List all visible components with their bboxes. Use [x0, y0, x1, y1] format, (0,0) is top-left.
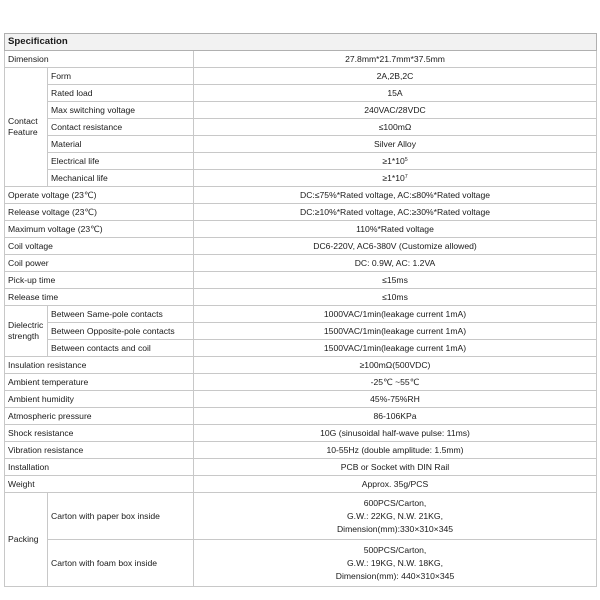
table-row — [5, 153, 597, 170]
value-line: G.W.: 22KG, N.W. 21KG, — [347, 510, 443, 521]
row-value: 1500VAC/1min(leakage current 1mA) — [194, 340, 597, 357]
row-value: DC: 0.9W, AC: 1.2VA — [194, 255, 597, 272]
row-value: 110%*Rated voltage — [194, 221, 597, 238]
row-value: DC:≤75%*Rated voltage, AC:≤80%*Rated voltage — [194, 187, 597, 204]
row-value: DC6-220V, AC6-380V (Customize allowed) — [194, 238, 597, 255]
row-label: Mechanical life — [48, 170, 194, 187]
specification-sheet — [4, 33, 596, 587]
row-label: Max switching voltage — [48, 102, 194, 119]
row-value: 10G (sinusoidal half-wave pulse: 11ms) — [194, 425, 597, 442]
table-row — [5, 255, 597, 272]
row-label: Coil voltage — [5, 238, 194, 255]
row-label: Between Opposite-pole contacts — [48, 323, 194, 340]
table-row — [5, 68, 597, 85]
row-value: 1000VAC/1min(leakage current 1mA) — [194, 306, 597, 323]
row-label: Dimension — [5, 51, 194, 68]
value-line: Dimension(mm):330×310×345 — [336, 523, 454, 534]
table-row — [5, 357, 597, 374]
row-label: Atmospheric pressure — [5, 408, 194, 425]
row-value — [194, 540, 597, 587]
table-row — [5, 374, 597, 391]
row-label: Weight — [5, 476, 194, 493]
row-label: Contact resistance — [48, 119, 194, 136]
row-value: ≤100mΩ — [194, 119, 597, 136]
table-row — [5, 187, 597, 204]
table-row — [5, 391, 597, 408]
row-label: Coil power — [5, 255, 194, 272]
value-exponent: 5 — [404, 157, 408, 163]
row-label: Between contacts and coil — [48, 340, 194, 357]
table-row — [5, 85, 597, 102]
row-value: 2A,2B,2C — [194, 68, 597, 85]
value-line: 600PCS/Carton, — [363, 497, 427, 508]
row-value: ≥100mΩ(500VDC) — [194, 357, 597, 374]
group-label: Dielectric strength — [5, 306, 48, 357]
value-line: G.W.: 19KG, N.W. 18KG, — [347, 557, 443, 568]
table-row — [5, 272, 597, 289]
row-label: Carton with paper box inside — [48, 493, 194, 540]
table-row — [5, 51, 597, 68]
group-label: Packing — [5, 493, 48, 587]
row-value: 240VAC/28VDC — [194, 102, 597, 119]
title-row — [5, 34, 597, 51]
row-label: Form — [48, 68, 194, 85]
row-value: Approx. 35g/PCS — [194, 476, 597, 493]
row-value: 15A — [194, 85, 597, 102]
row-label: Between Same-pole contacts — [48, 306, 194, 323]
row-label: Release time — [5, 289, 194, 306]
value-text: ≥1*10 — [382, 156, 405, 166]
row-value: 45%-75%RH — [194, 391, 597, 408]
table-row — [5, 306, 597, 323]
table-row — [5, 442, 597, 459]
row-value — [194, 170, 597, 187]
row-value — [194, 493, 597, 540]
table-row — [5, 540, 597, 587]
table-row — [5, 289, 597, 306]
row-value: 86-106KPa — [194, 408, 597, 425]
row-value: ≤15ms — [194, 272, 597, 289]
row-value: 10-55Hz (double amplitude: 1.5mm) — [194, 442, 597, 459]
table-row — [5, 221, 597, 238]
row-label: Material — [48, 136, 194, 153]
row-label: Electrical life — [48, 153, 194, 170]
row-value: Silver Alloy — [194, 136, 597, 153]
row-value: -25℃ ~55℃ — [194, 374, 597, 391]
table-row — [5, 136, 597, 153]
table-row — [5, 425, 597, 442]
row-label: Insulation resistance — [5, 357, 194, 374]
row-label: Maximum voltage (23℃) — [5, 221, 194, 238]
table-row — [5, 323, 597, 340]
table-row — [5, 170, 597, 187]
value-text: ≥1*10 — [382, 173, 405, 183]
row-value: PCB or Socket with DIN Rail — [194, 459, 597, 476]
row-label: Ambient temperature — [5, 374, 194, 391]
table-row — [5, 493, 597, 540]
row-label: Ambient humidity — [5, 391, 194, 408]
row-label: Pick-up time — [5, 272, 194, 289]
value-line: 500PCS/Carton, — [363, 544, 427, 555]
row-value: DC:≥10%*Rated voltage, AC:≥30%*Rated voltage — [194, 204, 597, 221]
row-value: ≤10ms — [194, 289, 597, 306]
row-value: 27.8mm*21.7mm*37.5mm — [194, 51, 597, 68]
value-line: Dimension(mm): 440×310×345 — [335, 570, 455, 581]
table-row — [5, 408, 597, 425]
row-label: Operate voltage (23℃) — [5, 187, 194, 204]
table-row — [5, 476, 597, 493]
table-row — [5, 204, 597, 221]
table-row — [5, 459, 597, 476]
specification-table — [4, 33, 597, 587]
row-label: Vibration resistance — [5, 442, 194, 459]
row-label: Shock resistance — [5, 425, 194, 442]
table-row — [5, 102, 597, 119]
table-title: Specification — [5, 34, 597, 51]
value-exponent: 7 — [404, 174, 408, 180]
row-label: Rated load — [48, 85, 194, 102]
group-label: Contact Feature — [5, 68, 48, 187]
table-row — [5, 340, 597, 357]
row-label: Installation — [5, 459, 194, 476]
table-row — [5, 119, 597, 136]
table-row — [5, 238, 597, 255]
row-value — [194, 153, 597, 170]
row-label: Release voltage (23℃) — [5, 204, 194, 221]
row-value: 1500VAC/1min(leakage current 1mA) — [194, 323, 597, 340]
row-label: Carton with foam box inside — [48, 540, 194, 587]
